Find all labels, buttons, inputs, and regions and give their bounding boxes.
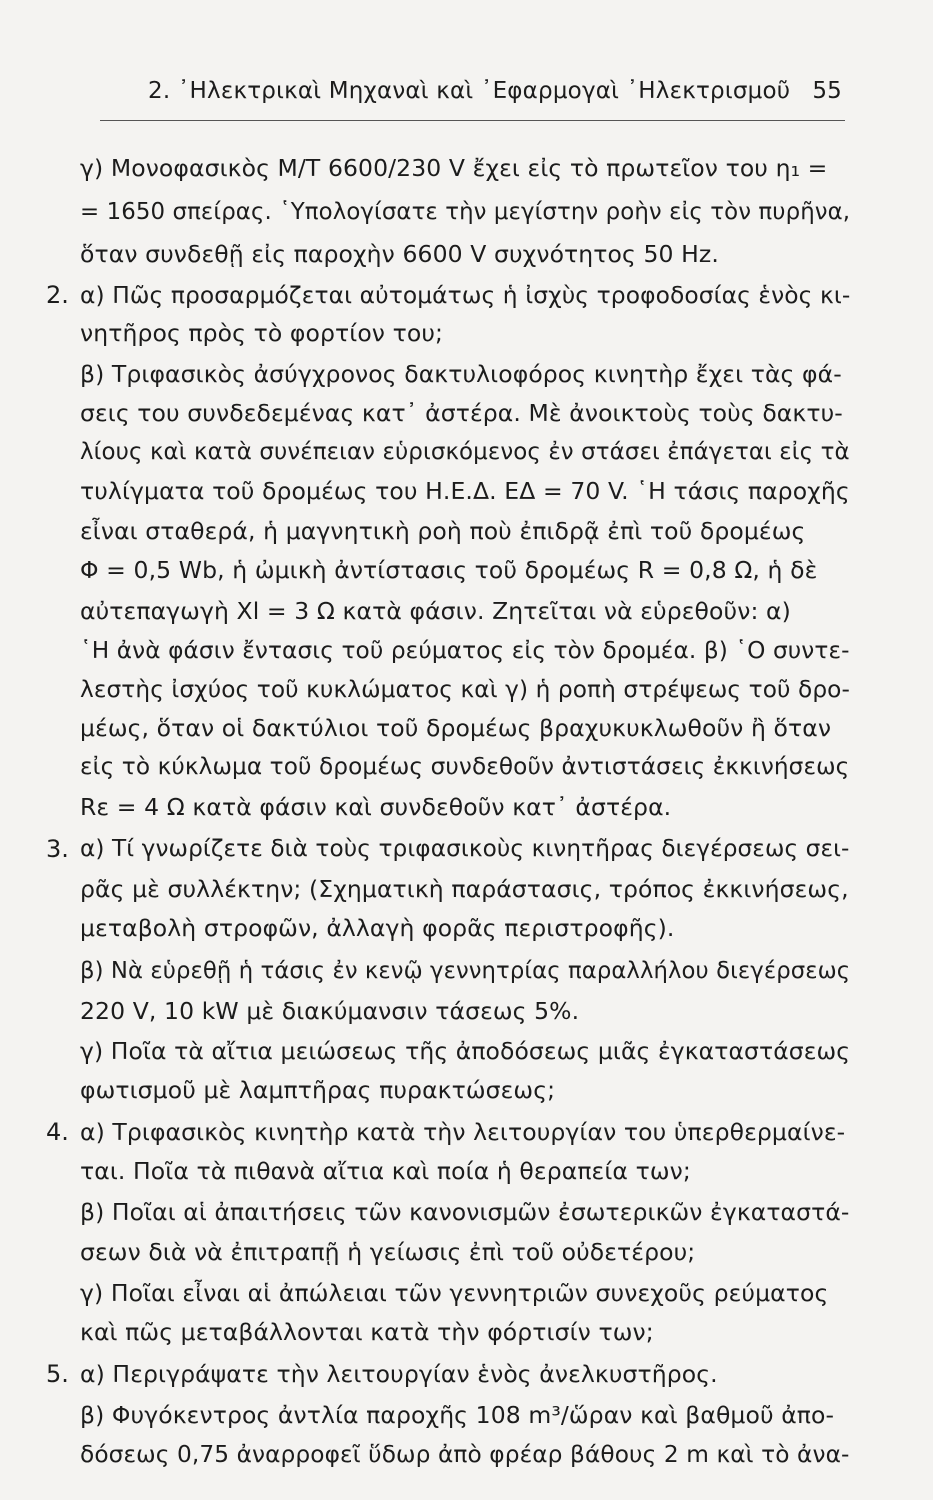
text-line: α) Πῶς προσαρμόζεται αὐτομάτως ἡ ἰσχὺς τροφοδοσίας ἑνὸς κι-: [80, 281, 851, 309]
text-line: β) Τριφασικὸς ἀσύγχρονος δακτυλιοφόρος κινητὴρ ἔχει τὰς φά-: [80, 360, 842, 388]
text-line: = 1650 σπείρας. ῾Υπολογίσατε τὴν μεγίστην ροὴν εἰς τὸν πυρῆνα,: [80, 199, 851, 225]
question-number: 2.: [46, 281, 69, 309]
text-line: σεις του συνδεδεμένας κατ᾽ ἀστέρα. Μὲ ἀνοικτοὺς τοὺς δακτυ-: [80, 399, 843, 427]
text-line: γ) Ποῖα τὰ αἴτια μειώσεως τῆς ἀποδόσεως μιᾶς ἐγκαταστάσεως: [80, 1037, 851, 1065]
text-line: α) Τί γνωρίζετε διὰ τοὺς τριφασικοὺς κινητῆρας διεγέρσεως σει-: [80, 835, 850, 862]
page-number: 55: [812, 78, 842, 104]
text-line: μέως, ὅταν οἱ δακτύλιοι τοῦ δρομέως βραχυκυκλωθοῦν ἢ ὅταν: [80, 714, 832, 742]
text-line: ὅταν συνδεθῇ εἰς παροχὴν 6600 V συχνότητος 50 Hz.: [80, 240, 719, 268]
text-line: β) Νὰ εὑρεθῇ ἡ τάσις ἐν κενῷ γεννητρίας παραλλήλου διεγέρσεως: [80, 958, 851, 984]
text-line: φωτισμοῦ μὲ λαμπτῆρας πυρακτώσεως;: [80, 1076, 556, 1104]
text-line: τυλίγματα τοῦ δρομέως του Η.Ε.Δ. ΕΔ = 70 V. ῾Η τάσις παροχῆς: [80, 477, 850, 505]
text-line: 220 V, 10 kW μὲ διακύμανσιν τάσεως 5%.: [80, 997, 580, 1025]
question-number: 5.: [46, 1360, 69, 1388]
text-line: μεταβολὴ στροφῶν, ἀλλαγὴ φορᾶς περιστροφῆς).: [80, 914, 675, 942]
text-line: ρᾶς μὲ συλλέκτην; (Σχηματικὴ παράστασις, τρόπος ἐκκινήσεως,: [80, 875, 849, 903]
text-line: Rε = 4 Ω κατὰ φάσιν καὶ συνδεθοῦν κατ᾽ ἀστέρα.: [80, 793, 672, 821]
text-line: α) Περιγράψατε τὴν λειτουργίαν ἑνὸς ἀνελκυστῆρος.: [80, 1360, 718, 1388]
chapter-title: 2. ᾽Ηλεκτρικαὶ Μηχαναὶ καὶ ᾽Εφαρμογαὶ ᾽Ηλεκτρισμοῦ: [148, 78, 791, 104]
text-line: λίους καὶ κατὰ συνέπειαν εὑρισκόμενος ἐν στάσει ἐπάγεται εἰς τὰ: [80, 439, 850, 465]
question-number: 4.: [46, 1118, 69, 1146]
text-line: δόσεως 0,75 ἀναρροφεῖ ὕδωρ ἀπὸ φρέαρ βάθους 2 m καὶ τὸ ἀνα-: [80, 1441, 850, 1468]
text-line: α) Τριφασικὸς κινητὴρ κατὰ τὴν λειτουργίαν του ὑπερθερμαίνε-: [80, 1118, 846, 1146]
text-line: αὐτεπαγωγὴ Xl = 3 Ω κατὰ φάσιν. Ζητεῖται νὰ εὑρεθοῦν: α): [80, 597, 791, 625]
text-line: εἶναι σταθερά, ἡ μαγνητικὴ ροὴ ποὺ ἐπιδρᾷ ἐπὶ τοῦ δρομέως: [80, 517, 806, 545]
text-line: β) Ποῖαι αἱ ἀπαιτήσεις τῶν κανονισμῶν ἐσωτερικῶν ἐγκαταστά-: [80, 1198, 850, 1226]
text-line: σεων διὰ νὰ ἐπιτραπῇ ἡ γείωσις ἐπὶ τοῦ οὐδετέρου;: [80, 1238, 696, 1266]
text-line: καὶ πῶς μεταβάλλονται κατὰ τὴν φόρτισίν των;: [80, 1318, 654, 1346]
text-line: νητῆρος πρὸς τὸ φορτίον του;: [80, 319, 444, 347]
text-line: γ) Ποῖαι εἶναι αἱ ἀπώλειαι τῶν γεννητριῶν συνεχοῦς ρεύματος: [80, 1279, 829, 1307]
text-line: ῾Η ἀνὰ φάσιν ἔντασις τοῦ ρεύματος εἰς τὸν δρομέα. β) ῾Ο συντε-: [80, 637, 850, 664]
text-line: εἰς τὸ κύκλωμα τοῦ δρομέως συνδεθοῦν ἀντιστάσεις ἐκκινήσεως: [80, 753, 850, 780]
text-line: Φ = 0,5 Wb, ἡ ὠμικὴ ἀντίστασις τοῦ δρομέως R = 0,8 Ω, ἡ δὲ: [80, 556, 818, 584]
header-rule: [100, 120, 845, 121]
running-header: [148, 78, 848, 118]
text-line: ται. Ποῖα τὰ πιθανὰ αἴτια καὶ ποία ἡ θεραπεία των;: [80, 1157, 691, 1185]
question-number: 3.: [46, 835, 69, 863]
text-line: β) Φυγόκεντρος ἀντλία παροχῆς 108 m³/ὥραν καὶ βαθμοῦ ἀπο-: [80, 1401, 835, 1429]
text-line: γ) Μονοφασικὸς Μ/Τ 6600/230 V ἔχει εἰς τὸ πρωτεῖον του η₁ =: [80, 154, 828, 182]
text-line: λεστὴς ἰσχύος τοῦ κυκλώματος καὶ γ) ἡ ροπὴ στρέψεως τοῦ δρο-: [80, 676, 850, 703]
